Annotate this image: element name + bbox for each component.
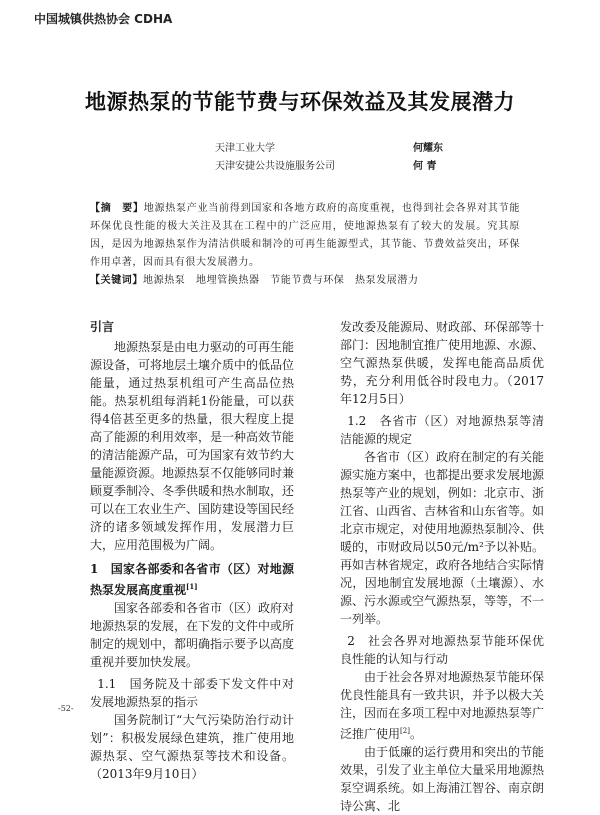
author-row [215,158,465,176]
keywords-text: 地源热泵 地埋管换热器 节能节费与环保 热泵发展潜力 [143,275,419,286]
section-1-heading [90,560,294,599]
author-affiliation: 天津工业大学 [215,143,275,154]
author-affiliation: 天津安捷公共设施服务公司 [215,161,335,172]
section-1-heading-text: 1 国家各部委和各省市（区）对地源热泵发展高度重视 [90,562,294,597]
section-2-paragraph [340,668,544,743]
keywords [90,272,520,290]
author-name: 何 青 [413,161,437,172]
page-title: 地源热泵的节能节费与环保效益及其发展潜力 [85,89,515,114]
section-2-text: 由于社会各界对地源热泵节能环保优良性能具有一致共识，并予以极大关注，因而在多项工程中对地源热泵等广泛推广使用 [340,670,545,741]
left-column [90,318,294,783]
section-2-ref: [2] [400,727,410,735]
keywords-label: 【关键词】 [90,275,143,286]
section-1-1-paragraph: 国务院制订“大气污染防治行动计划”：积极发展绿色建筑，推广使用地源热泵、空气源热泵等技术和设备。（2013年9月10日） [90,713,294,781]
page-number: -52- [58,704,74,713]
author-row [215,140,465,158]
section-1-1-heading: 1.1 国务院及十部委下发文件中对发展地源热泵的指示 [90,677,294,709]
intro-heading: 引言 [90,320,115,334]
abstract-text: 地源热泵产业当前得到国家和各地方政府的高度重视，也得到社会各界对其节能环保优良性能的极大关注及其在工程中的广泛应用，使地源热泵有了较大的发展。究其原因，是因为地源热泵作为清洁供暖和制冷的可再生能源型式，其节能、节费效益突出，环保作用卓著，因而具有很大发展潜力。 [90,203,521,268]
continued-paragraph: 发改委及能源局、财政部、环保部等十部门：因地制宜推广使用地源、水源、空气源热泵供暖，发挥电能高品质优势，充分利用低谷时段电力。（2017年12月5日） [340,320,545,406]
section-1-2-paragraph: 各省市（区）政府在制定的有关能源实施方案中，也都提出要求发展地源热泵等产业的规划，例如：北京市、浙江省、山西省、吉林省和山东省等。如北京市规定，对使用地源热泵制冷、供暖的，市财政局以50元/m²予以补贴。再如吉林省规定，政府各地结合实际情况，因地制宜发展地源（土壤源）、水源、污水源或空气源热泵，等等，不一一列举。 [340,450,545,626]
author-name: 何耀东 [413,143,443,154]
section-1-ref: [1] [186,582,198,591]
abstract [90,200,520,272]
authors [215,140,465,176]
section-1-paragraph: 国家各部委和各省市（区）政府对地源热泵的发展，在下发的文件中或所制定的规划中，都明确指示要予以高度重视并要加快发展。 [90,601,295,669]
header-org: 中国城镇供热协会 CDHA [34,12,173,26]
section-2-paragraph-2: 由于低廉的运行费用和突出的节能效果，引发了业主单位大量采用地源热泵空调系统。如上海浦江智谷、南京朗诗公寓、北 [340,745,545,813]
section-1-2-heading: 1.2 各省市（区）对地源热泵等清洁能源的规定 [340,414,544,446]
right-column [340,318,544,815]
intro-paragraph: 地源热泵是由电力驱动的可再生能源设备，可将地层土壤介质中的低品位能量，通过热泵机组可产生高品位热能。热泵机组每消耗1份能量，可以获得4倍甚至更多的热量，很大程度上提高了能源的利用效率，是一种高效节能的清洁能源产品，可为国家有效节约大量能源资源。地源热泵不仅能够同时兼顾夏季制冷、冬季供暖和热水制取，还可以在工农业生产、国防建设等国民经济的诸多领域发挥作用，发展潜力巨大，应用范围极为广阔。 [90,340,295,552]
section-2-heading: 2 社会各界对地源热泵节能环保优良性能的认知与行动 [340,634,544,666]
abstract-label: 【摘 要】 [90,203,144,214]
section-2-tail: 。 [409,727,422,741]
